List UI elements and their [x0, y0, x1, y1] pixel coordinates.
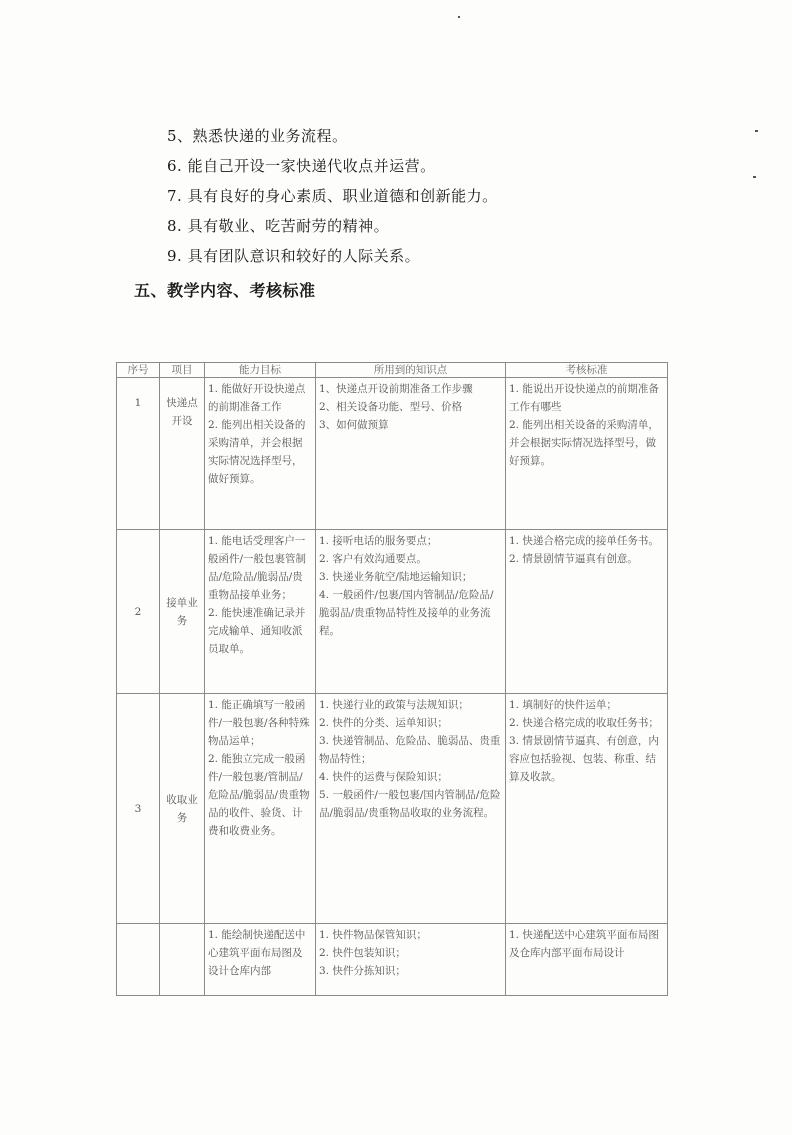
scan-speck: [755, 130, 758, 132]
teaching-content-table: [116, 362, 668, 996]
objective-item: 6. 能自己开设一家快递代收点并运营。: [167, 157, 436, 175]
row-no: 2: [117, 530, 160, 694]
row-knowledge: 1. 快递行业的政策与法规知识； 2. 快件的分类、运单知识； 3. 快递管制品、危险品、脆弱品、贵重物品特性； 4. 快件的运费与保险知识； 5. 一般函件/一般包裹/国内管制品/危险品/脆弱品/贵重物品收取的业务流程。: [316, 694, 506, 924]
row-project: [160, 924, 205, 996]
header-project: 项目: [160, 363, 205, 378]
header-no: 序号: [117, 363, 160, 378]
section-heading: 五、教学内容、考核标准: [134, 281, 316, 300]
row-knowledge: 1. 快件物品保管知识； 2. 快件包装知识； 3. 快件分拣知识；: [316, 924, 506, 996]
table-row: [117, 378, 668, 530]
row-no: 3: [117, 694, 160, 924]
header-ability: 能力目标: [205, 363, 316, 378]
row-project: 接单业务: [160, 530, 205, 694]
row-standard: 1. 能说出开设快递点的前期准备工作有哪些 2. 能列出相关设备的采购清单，并会根据实际情况选择型号，做好预算。: [506, 378, 668, 530]
objectives-list: [167, 128, 498, 278]
objective-item: 8. 具有敬业、吃苦耐劳的精神。: [167, 217, 390, 235]
row-ability: 1. 能电话受理客户一般函件/一般包裹管制品/危险品/脆弱品/贵重物品接单业务； 2. 能快速准确记录并完成输单、通知收派员取单。: [205, 530, 316, 694]
row-no: 1: [117, 378, 160, 530]
row-no: [117, 924, 160, 996]
table-header-row: [117, 363, 668, 378]
row-standard: 1. 快递配送中心建筑平面布局图及仓库内部平面布局设计: [506, 924, 668, 996]
row-standard: 1. 填制好的快件运单； 2. 快递合格完成的收取任务书； 3. 情景剧情节逼真、有创意，内容应包括验视、包装、称重、结算及收款。: [506, 694, 668, 924]
row-ability: 1. 能绘制快递配送中心建筑平面布局图及设计仓库内部: [205, 924, 316, 996]
table-row: [117, 924, 668, 996]
row-standard: 1. 快递合格完成的接单任务书。 2. 情景剧情节逼真有创意。: [506, 530, 668, 694]
objective-item: 5、熟悉快递的业务流程。: [167, 127, 348, 145]
header-knowledge: 所用到的知识点: [316, 363, 506, 378]
row-knowledge: 1、快递点开设前期准备工作步骤 2、相关设备功能、型号、价格 3、如何做预算: [316, 378, 506, 530]
scan-speck: [458, 16, 460, 18]
row-project: 收取业务: [160, 694, 205, 924]
objective-item: 7. 具有良好的身心素质、职业道德和创新能力。: [167, 187, 498, 205]
objective-item: 9. 具有团队意识和较好的人际关系。: [167, 247, 421, 265]
header-standard: 考核标准: [506, 363, 668, 378]
row-project: 快递点开设: [160, 378, 205, 530]
row-ability: 1. 能正确填写一般函件/一般包裹/各种特殊物品运单； 2. 能独立完成一般函件/一般包裹/管制品/危险品/脆弱品/贵重物品的收件、验货、计费和收费业务。: [205, 694, 316, 924]
table-row: [117, 694, 668, 924]
row-ability: 1. 能做好开设快递点的前期准备工作 2. 能列出相关设备的采购清单，并会根据实际情况选择型号，做好预算。: [205, 378, 316, 530]
row-knowledge: 1. 接听电话的服务要点； 2. 客户有效沟通要点。 3. 快递业务航空/陆地运输知识； 4. 一般函件/包裹/国内管制品/危险品/脆弱品/贵重物品特性及接单的业务流程。: [316, 530, 506, 694]
table-row: [117, 530, 668, 694]
scan-speck: [753, 176, 756, 178]
